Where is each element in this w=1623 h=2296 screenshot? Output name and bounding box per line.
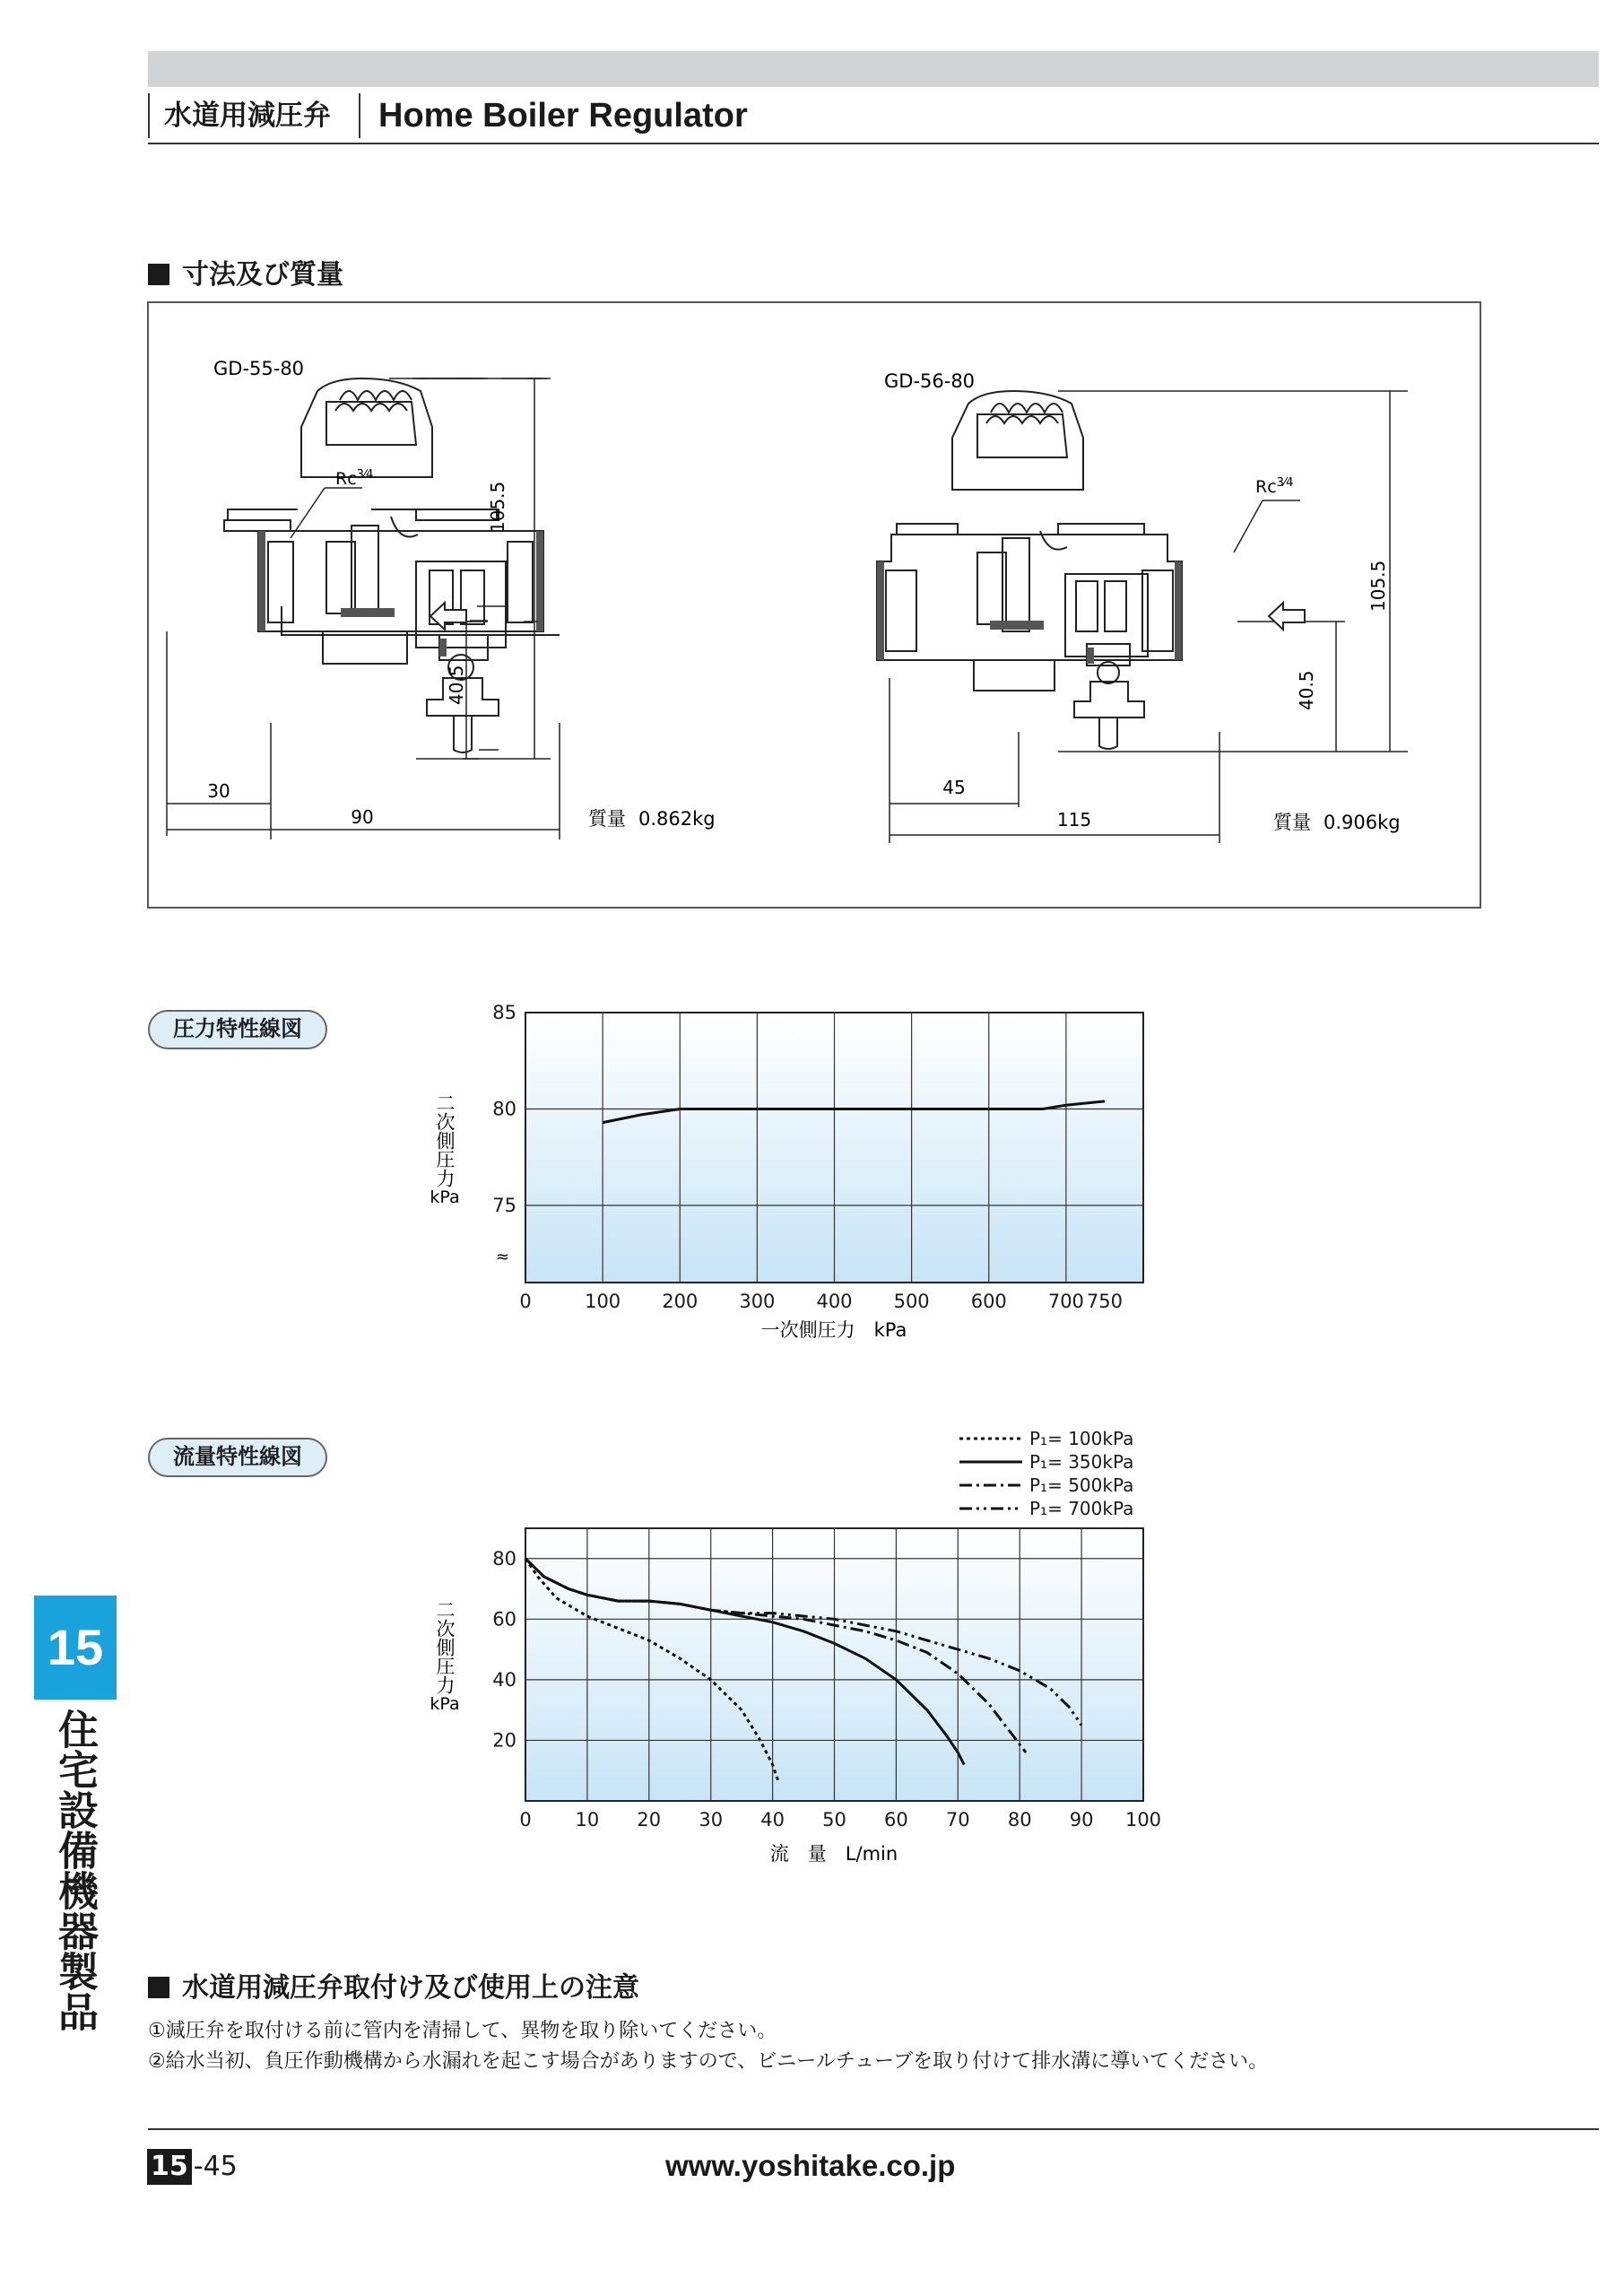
header-rule: [148, 143, 1599, 144]
x-tick-label: 100: [585, 1291, 621, 1312]
x-tick-label: 400: [816, 1291, 853, 1312]
chapter-number-tab: 15: [34, 1596, 117, 1700]
y-tick-label: 75: [492, 1195, 516, 1216]
model-name: GD-55-80: [213, 358, 305, 379]
height-dimension: 105.5: [1367, 560, 1389, 612]
x-tick-label: 200: [662, 1291, 699, 1312]
pressure-chart: [412, 991, 1166, 1359]
inlet-offset-dimension: 30: [207, 780, 230, 802]
flow-chart-legend: [950, 1424, 1157, 1521]
square-bullet-icon: [148, 264, 169, 285]
length-dimension: 90: [351, 806, 374, 828]
x-tick-label: 100: [1124, 1809, 1162, 1831]
cautions-section-title: [148, 1970, 639, 2006]
axis-break-mark: ≈: [495, 1248, 509, 1266]
x-tick-label: 750: [1086, 1291, 1123, 1312]
x-tick-label: 500: [893, 1291, 930, 1312]
x-tick-label: 600: [970, 1291, 1007, 1312]
y-tick-label: 60: [492, 1608, 516, 1631]
inlet-height-dimension: 40.5: [446, 665, 467, 705]
inlet-arrow-icon: [1269, 603, 1305, 630]
header-band: [148, 51, 1599, 87]
valve-hatching: [258, 531, 543, 657]
website-url[interactable]: www.yoshitake.co.jp: [665, 2149, 956, 2182]
caution-item: ②給水当初、負圧作動機構から水漏れを起こす場合がありますので、ビニールチューブを取り付けて排水溝に導いてください。: [148, 2050, 1269, 2073]
page-title: Home Boiler Regulator: [359, 93, 748, 138]
x-axis-label: 流 量 L/min: [769, 1843, 898, 1865]
x-tick-label: 0: [519, 1291, 532, 1312]
dimensions-section-title: [148, 257, 343, 293]
mass-label: 質量 0.906kg: [1273, 812, 1401, 833]
mass-label: 質量 0.862kg: [588, 808, 716, 830]
y-tick-label: 80: [492, 1098, 516, 1120]
port-label: $Rc^{3⁄4}$: [1255, 476, 1294, 497]
y-axis-label: 二次側圧力: [434, 1600, 456, 1694]
gd-55-80-drawing: [147, 301, 793, 909]
category-title: 水道用減圧弁: [148, 93, 331, 138]
y-tick-label: 80: [492, 1547, 516, 1570]
x-tick-label: 30: [699, 1809, 724, 1831]
page-suffix: -45: [193, 2151, 238, 2182]
gd-56-80-drawing: [789, 301, 1480, 909]
y-axis-label: 二次側圧力: [434, 1093, 456, 1187]
valve-outline: [877, 391, 1182, 749]
y-axis-unit: kPa: [430, 1187, 460, 1207]
flow-chart-label: 流量特性線図: [148, 1438, 327, 1477]
x-axis-label: 一次側圧力 kPa: [760, 1319, 907, 1341]
inlet-height-dimension: 40.5: [1296, 670, 1317, 710]
caution-item: ①減圧弁を取付ける前に管内を清掃して、異物を取り除いてください。: [148, 2020, 777, 2042]
y-axis-unit: kPa: [430, 1694, 460, 1714]
x-tick-label: 10: [575, 1809, 600, 1831]
x-tick-label: 80: [1007, 1809, 1032, 1831]
y-tick-label: 20: [492, 1729, 516, 1752]
x-tick-label: 700: [1047, 1291, 1084, 1312]
cautions-title-text: 水道用減圧弁取付け及び使用上の注意: [182, 1972, 639, 2004]
inlet-offset-dimension: 45: [942, 777, 966, 798]
footer-rule: [148, 2128, 1599, 2130]
legend-label: P₁= 500kPa: [1029, 1474, 1134, 1496]
y-tick-label: 40: [492, 1668, 516, 1691]
x-tick-label: 0: [519, 1809, 532, 1831]
flow-chart: [412, 1516, 1166, 1874]
y-tick-label: 85: [492, 1002, 516, 1023]
square-bullet-icon: [148, 1977, 169, 1998]
pressure-chart-label: 圧力特性線図: [148, 1010, 327, 1049]
x-tick-label: 300: [739, 1291, 776, 1312]
x-tick-label: 40: [760, 1809, 785, 1831]
legend-label: P₁= 700kPa: [1029, 1498, 1134, 1519]
legend-label: P₁= 100kPa: [1029, 1428, 1134, 1449]
x-tick-label: 50: [822, 1809, 846, 1831]
legend-label: P₁= 350kPa: [1029, 1451, 1134, 1473]
valve-outline: [224, 378, 560, 752]
page-prefix: 15: [147, 2149, 192, 2185]
model-name: GD-56-80: [884, 370, 976, 392]
length-dimension: 115: [1056, 809, 1092, 831]
chapter-label: 住宅設備機器製品: [51, 1709, 99, 2031]
dimensions-title-text: 寸法及び質量: [182, 259, 343, 291]
x-tick-label: 20: [637, 1809, 662, 1831]
page-number: [147, 2149, 238, 2185]
port-label: $Rc^{3⁄4}$: [335, 468, 374, 489]
height-dimension: 105.5: [487, 481, 508, 533]
x-tick-label: 60: [884, 1809, 908, 1831]
x-tick-label: 90: [1069, 1809, 1094, 1831]
x-tick-label: 70: [945, 1809, 970, 1831]
